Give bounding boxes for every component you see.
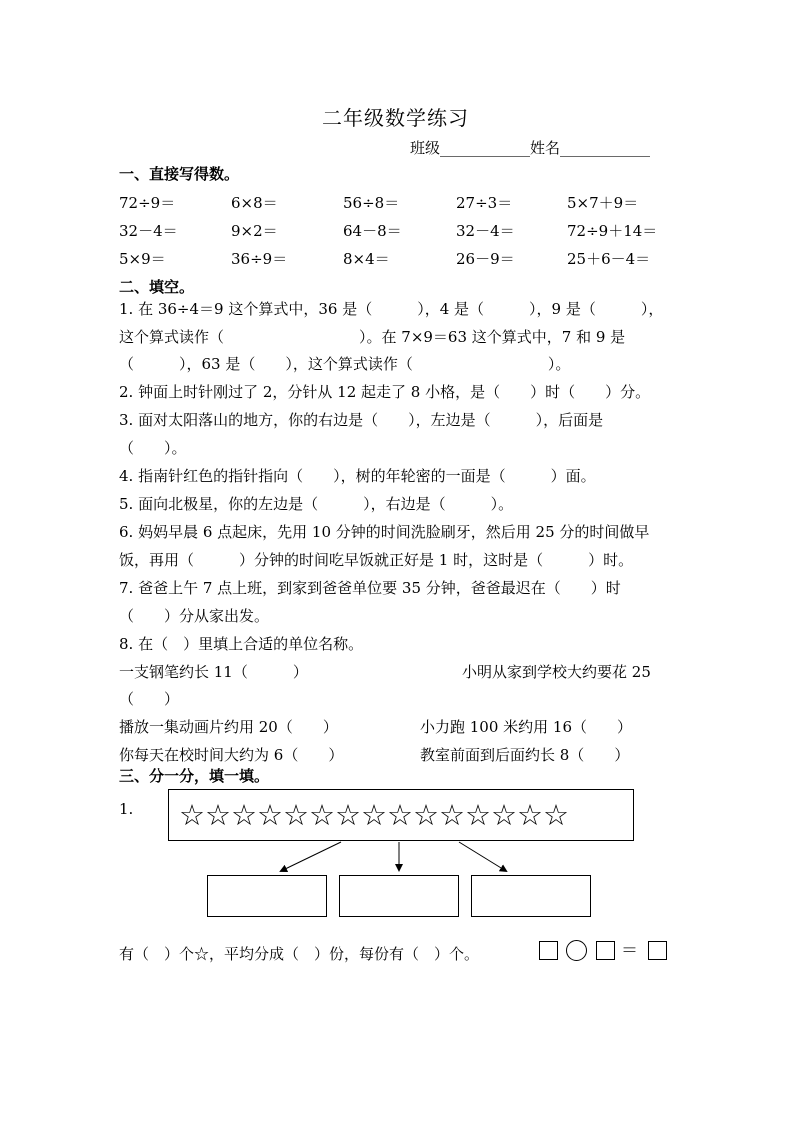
fill-line: 3. 面对太阳落山的地方，你的右边是（ ），左边是（ ），后面是 xyxy=(119,411,604,429)
page-title: 二年级数学练习 xyxy=(322,106,469,130)
calc-item: 27÷3＝ xyxy=(456,194,513,212)
section3-heading: 三、分一分，填一填。 xyxy=(119,767,270,785)
fill-line: （ ）。 xyxy=(119,439,187,457)
calc-item: 32－4＝ xyxy=(456,222,515,240)
unit-item-school-blank: （ ） xyxy=(119,690,180,708)
bottom-question: 有（ ）个☆，平均分成（ ）份，每份有（ ）个。 xyxy=(119,945,480,963)
calc-item: 5×7＋9＝ xyxy=(567,194,639,212)
stars-row: ☆☆☆☆☆☆☆☆☆☆☆☆☆☆☆ xyxy=(179,798,569,832)
calc-item: 9×2＝ xyxy=(231,222,278,240)
unit-item-run: 小力跑 100 米约用 16（ ） xyxy=(420,718,633,736)
arrow-right xyxy=(459,842,506,871)
arrow-left xyxy=(281,842,341,871)
answer-box-2[interactable] xyxy=(339,875,459,917)
unit-item-school: 小明从家到学校大约要花 25 xyxy=(462,663,651,681)
calc-item: 64－8＝ xyxy=(343,222,402,240)
unit-item-cartoon: 播放一集动画片约用 20（ ） xyxy=(119,718,338,736)
unit-item-pen: 一支钢笔约长 11（ ） xyxy=(119,663,308,681)
calc-item: 72÷9＝ xyxy=(119,194,176,212)
calc-item: 72÷9＋14＝ xyxy=(567,222,658,240)
fill-line: 6. 妈妈早晨 6 点起床，先用 10 分钟的时间洗脸刷牙，然后用 25 分的时间做早 xyxy=(119,523,650,541)
star-box xyxy=(168,789,634,841)
answer-box-3[interactable] xyxy=(471,875,591,917)
equals-sign: ＝ xyxy=(621,941,638,961)
fill-line: 饭，再用（ ）分钟的时间吃早饭就正好是 1 时，这时是（ ）时。 xyxy=(119,551,634,569)
fill-line: 7. 爸爸上午 7 点上班，到家到爸爸单位要 35 分钟，爸爸最迟在（ ）时 xyxy=(119,579,621,597)
calc-item: 36÷9＝ xyxy=(231,250,288,268)
fill-line: 1. 在 36÷4＝9 这个算式中，36 是（ ），4 是（ ），9 是（ ）， xyxy=(119,300,664,318)
calc-item: 26－9＝ xyxy=(456,250,515,268)
circle-blank[interactable] xyxy=(566,940,587,961)
fill-line: 5. 面向北极星，你的左边是（ ），右边是（ ）。 xyxy=(119,495,514,513)
class-name-line: 班级____________姓名____________ xyxy=(410,139,651,157)
section2-heading: 二、填空。 xyxy=(119,278,195,296)
fill-line: （ ）分从家出发。 xyxy=(119,607,270,625)
calc-item: 5×9＝ xyxy=(119,250,166,268)
square-blank-3[interactable] xyxy=(648,941,667,960)
section1-heading: 一、直接写得数。 xyxy=(119,165,240,183)
square-blank-1[interactable] xyxy=(539,941,558,960)
fill-line: 这个算式读作（ ）。在 7×9＝63 这个算式中，7 和 9 是 xyxy=(119,328,626,346)
fill-line: 2. 钟面上时针刚过了 2，分针从 12 起走了 8 小格，是（ ）时（ ）分。 xyxy=(119,383,651,401)
calc-item: 32－4＝ xyxy=(119,222,178,240)
calc-item: 8×4＝ xyxy=(343,250,390,268)
calc-item: 56÷8＝ xyxy=(343,194,400,212)
fill-line: 4. 指南针红色的指针指向（ ），树的年轮密的一面是（ ）面。 xyxy=(119,467,596,485)
fill-line: 8. 在（ ）里填上合适的单位名称。 xyxy=(119,635,364,653)
calc-item: 6×8＝ xyxy=(231,194,278,212)
square-blank-2[interactable] xyxy=(596,941,615,960)
calc-item: 25＋6－4＝ xyxy=(567,250,651,268)
item-number: 1. xyxy=(119,800,134,818)
answer-box-1[interactable] xyxy=(207,875,327,917)
unit-item-classroom: 教室前面到后面约长 8（ ） xyxy=(420,746,630,764)
unit-item-time-school: 你每天在校时间大约为 6（ ） xyxy=(119,746,344,764)
fill-line: （ ），63 是（ ），这个算式读作（ ）。 xyxy=(119,355,571,373)
